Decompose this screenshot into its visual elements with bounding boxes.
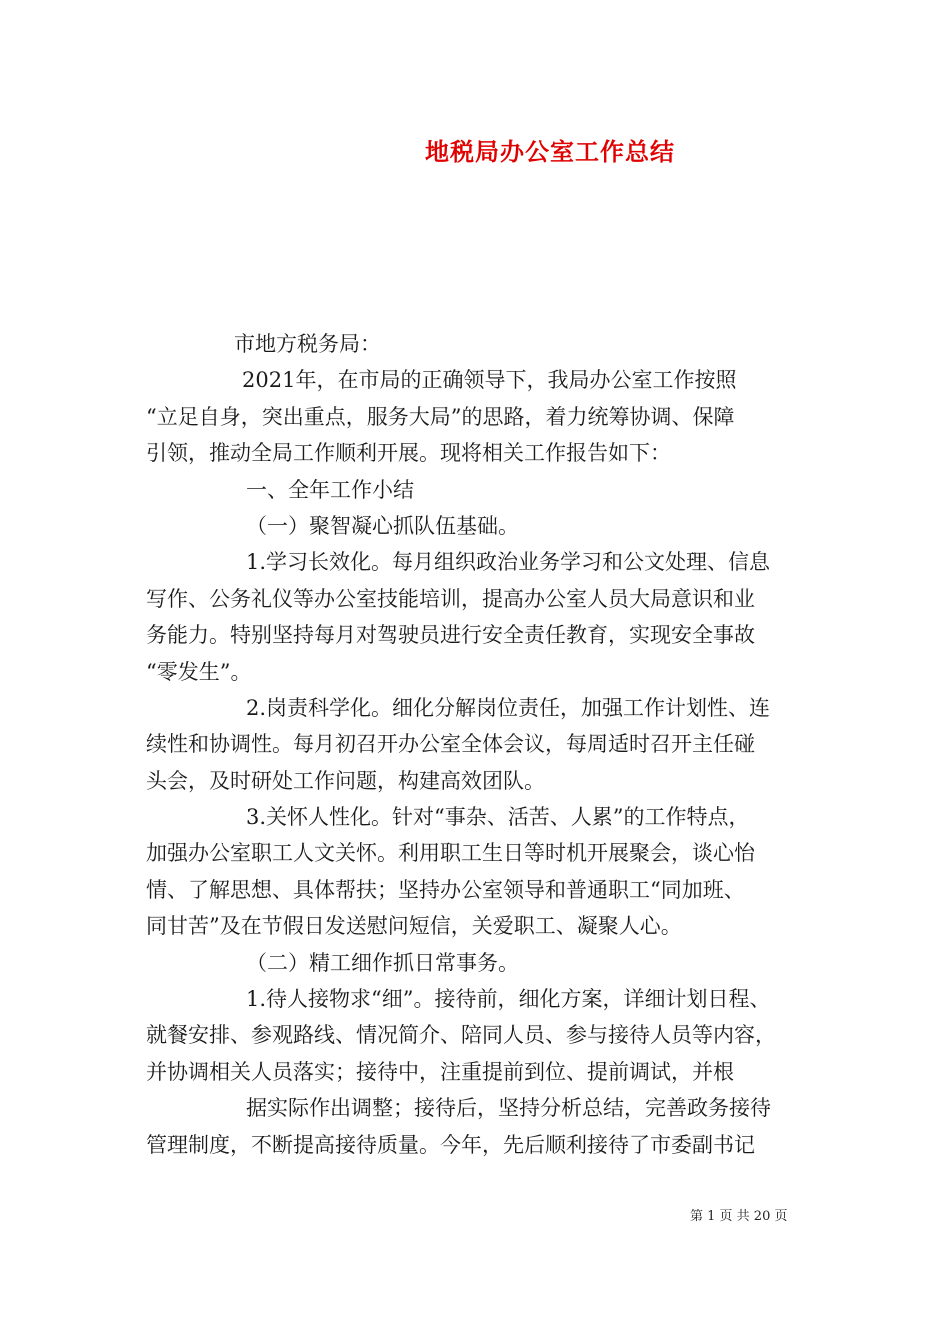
paragraph-line: 据实际作出调整；接待后，坚持分析总结，完善政务接待	[246, 1096, 771, 1121]
paragraph-line: 情、了解思想、具体帮扶；坚持办公室领导和普通职工“同加班、	[146, 877, 745, 902]
paragraph-line: 2.岗责科学化。细化分解岗位责任，加强工作计划性、连	[246, 695, 771, 720]
paragraph-line: “立足自身，突出重点，服务大局”的思路，着力统筹协调、保障	[146, 404, 735, 429]
page-number: 第 1 页 共 20 页	[690, 1209, 788, 1224]
paragraph-line: 1.学习长效化。每月组织政治业务学习和公文处理、信息	[246, 550, 771, 575]
paragraph-line: 1.待人接物求“细”。接待前，细化方案，详细计划日程、	[246, 987, 771, 1012]
document-title: 地税局办公室工作总结	[425, 137, 675, 166]
subsection-heading: （一）聚智凝心抓队伍基础。	[246, 513, 519, 538]
paragraph-line: 管理制度，不断提高接待质量。今年，先后顺利接待了市委副书记	[146, 1132, 755, 1157]
section-heading: 一、全年工作小结	[246, 477, 414, 502]
subsection-heading: （二）精工细作抓日常事务。	[246, 950, 519, 975]
paragraph-line: 写作、公务礼仪等办公室技能培训，提高办公室人员大局意识和业	[146, 586, 755, 611]
document-body	[146, 326, 806, 1163]
paragraph-line: 3.关怀人性化。针对“事杂、活苦、人累”的工作特点，	[246, 805, 750, 830]
paragraph-line: 就餐安排、参观路线、情况简介、陪同人员、参与接待人员等内容，	[146, 1023, 776, 1048]
paragraph-line: 并协调相关人员落实；接待中，注重提前到位、提前调试，并根	[146, 1059, 734, 1084]
paragraph-line: 头会，及时研处工作问题，构建高效团队。	[146, 768, 545, 793]
paragraph-line: 务能力。特别坚持每月对驾驶员进行安全责任教育，实现安全事故	[146, 623, 755, 648]
paragraph-line: 同甘苦”及在节假日发送慰问短信，关爱职工、凝聚人心。	[146, 914, 682, 939]
paragraph-line: 续性和协调性。每月初召开办公室全体会议，每周适时召开主任碰	[146, 732, 755, 757]
paragraph-line: 加强办公室职工人文关怀。利用职工生日等时机开展聚会，谈心怡	[146, 841, 755, 866]
paragraph-line: “零发生”。	[146, 659, 252, 684]
paragraph-line: 2021年，在市局的正确领导下，我局办公室工作按照	[242, 368, 737, 393]
salutation: 市地方税务局：	[234, 332, 381, 356]
paragraph-line: 引领，推动全局工作顺利开展。现将相关工作报告如下：	[146, 441, 671, 466]
